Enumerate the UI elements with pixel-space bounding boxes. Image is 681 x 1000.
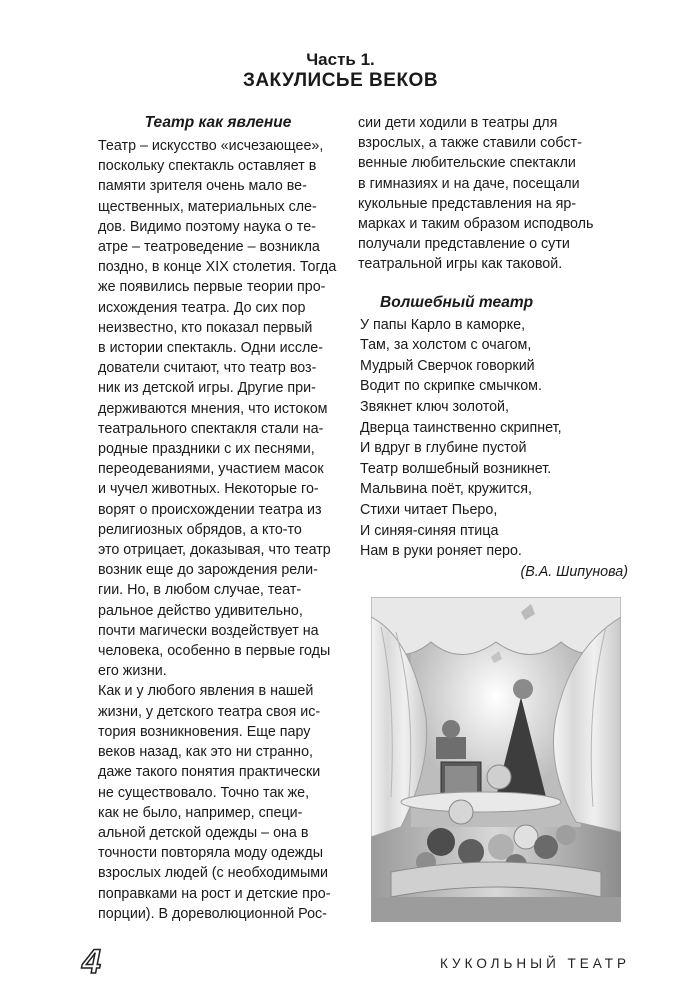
text-line: ник из детской игры. Другие при-	[98, 380, 316, 397]
left-column	[98, 113, 338, 924]
text-line: получали представление о сути	[358, 236, 570, 253]
poem-line: Звякнет ключ золотой,	[360, 399, 510, 415]
text-line: гии. Но, в любом случае, теат-	[98, 582, 302, 599]
text-line: тория возникновения. Еще пару	[98, 723, 311, 740]
poem-line: Там, за холстом с очагом,	[360, 337, 532, 354]
text-line: щественных, материальных сле-	[98, 198, 317, 215]
text-line: и чучел животных. Некоторые го-	[98, 481, 319, 498]
text-line: дователи считают, что театр воз-	[98, 360, 317, 377]
text-line: переодеваниями, участием масок	[98, 461, 324, 478]
text-line: как не было, например, специ-	[98, 804, 303, 821]
text-line: поздно, в конце XIX столетия. Тогда	[98, 259, 337, 276]
poem-line: Театр волшебный возникнет.	[360, 460, 552, 477]
text-line: венные любительские спектакли	[358, 155, 576, 172]
text-line: даже такого понятия практически	[98, 764, 321, 781]
part-label: Часть 1.	[306, 50, 375, 69]
text-line: исхождения театра. До сих пор	[98, 299, 306, 316]
text-line: религиозных обрядов, а кто-то	[98, 521, 302, 538]
poem-line: И синяя-синяя птица	[360, 522, 499, 539]
text-line: почти магически воздействует на	[98, 622, 319, 639]
right-column	[358, 113, 628, 582]
poem-author: (В.А. Шипунова)	[520, 563, 628, 580]
left-column-text	[98, 136, 338, 924]
text-line: жизни, у детского театра своя ис-	[98, 703, 321, 720]
poem-title: Волшебный театр	[380, 293, 534, 311]
text-line: веков назад, как это ни странно,	[98, 744, 314, 761]
text-line: поскольку спектакль оставляет в	[98, 158, 317, 175]
text-line: точности повторяла моду одежды	[98, 845, 323, 862]
right-column-text	[358, 113, 628, 275]
text-line: памяти зрителя очень мало ве-	[98, 178, 307, 195]
poem-text	[360, 315, 628, 562]
poem-line: Мудрый Сверчок говоркий	[360, 357, 535, 374]
text-line: взрослых людей (с необходимыми	[98, 865, 329, 882]
poem-line: И вдруг в глубине пустой	[360, 440, 527, 457]
text-line: сии дети ходили в театры для	[358, 115, 558, 131]
poem-line: Нам в руки роняет перо.	[360, 543, 522, 560]
text-line: дов. Видимо поэтому наука о те-	[98, 218, 316, 235]
text-line: в гимназиях и на даче, посещали	[358, 175, 580, 192]
text-line: держиваются мнения, что истоком	[98, 400, 328, 417]
part-title: ЗАКУЛИСЬЕ ВЕКОВ	[242, 70, 439, 91]
text-line: атре – театроведение – возникла	[98, 239, 320, 256]
book-title: КУКОЛЬНЫЙ ТЕАТР	[440, 956, 630, 971]
text-line: неизвестно, кто показал первый	[98, 319, 313, 336]
poem-line: Стихи читает Пьеро,	[360, 501, 498, 518]
page-number: 4	[82, 943, 101, 981]
text-line: его жизни.	[98, 663, 167, 680]
text-line: ральное действо удивительно,	[98, 602, 303, 619]
poem-line: Мальвина поёт, кружится,	[360, 481, 532, 498]
section-heading: Театр как явление	[144, 114, 292, 131]
text-line: человека, особенно в первые годы	[98, 643, 331, 660]
text-line: в истории спектакль. Одни иссле-	[98, 340, 324, 357]
poem-line: У папы Карло в каморке,	[360, 316, 526, 333]
text-line: это отрицает, доказывая, что театр	[98, 542, 331, 559]
text-line: не существовало. Точно так же,	[98, 784, 310, 801]
text-line: порции). В дореволюционной Рос-	[98, 905, 327, 922]
text-line: театрального спектакля стали на-	[98, 420, 324, 437]
poem-line: Дверца таинственно скрипнет,	[360, 419, 562, 436]
text-line: кукольные представления на яр-	[358, 195, 577, 212]
puppet-theater-photo	[371, 597, 621, 922]
text-line: Театр – искусство «исчезающее»,	[98, 138, 324, 154]
text-line: поправками на рост и детские про-	[98, 885, 331, 902]
text-line: же появились первые теории про-	[98, 279, 326, 296]
text-line: Как и у любого явления в нашей	[98, 683, 314, 700]
text-line: альной детской одежды – она в	[98, 824, 309, 841]
text-line: ворят о происхождении театра из	[98, 501, 322, 518]
poem-line: Водит по скрипке смычком.	[360, 378, 542, 395]
text-line: марках и таким образом исподволь	[358, 216, 594, 233]
text-line: взрослых, а также ставили собст-	[358, 135, 582, 152]
text-line: возник еще до зарождения рели-	[98, 562, 318, 579]
text-line: театральной игры как таковой.	[358, 256, 563, 273]
text-line: родные праздники с их песнями,	[98, 441, 315, 458]
